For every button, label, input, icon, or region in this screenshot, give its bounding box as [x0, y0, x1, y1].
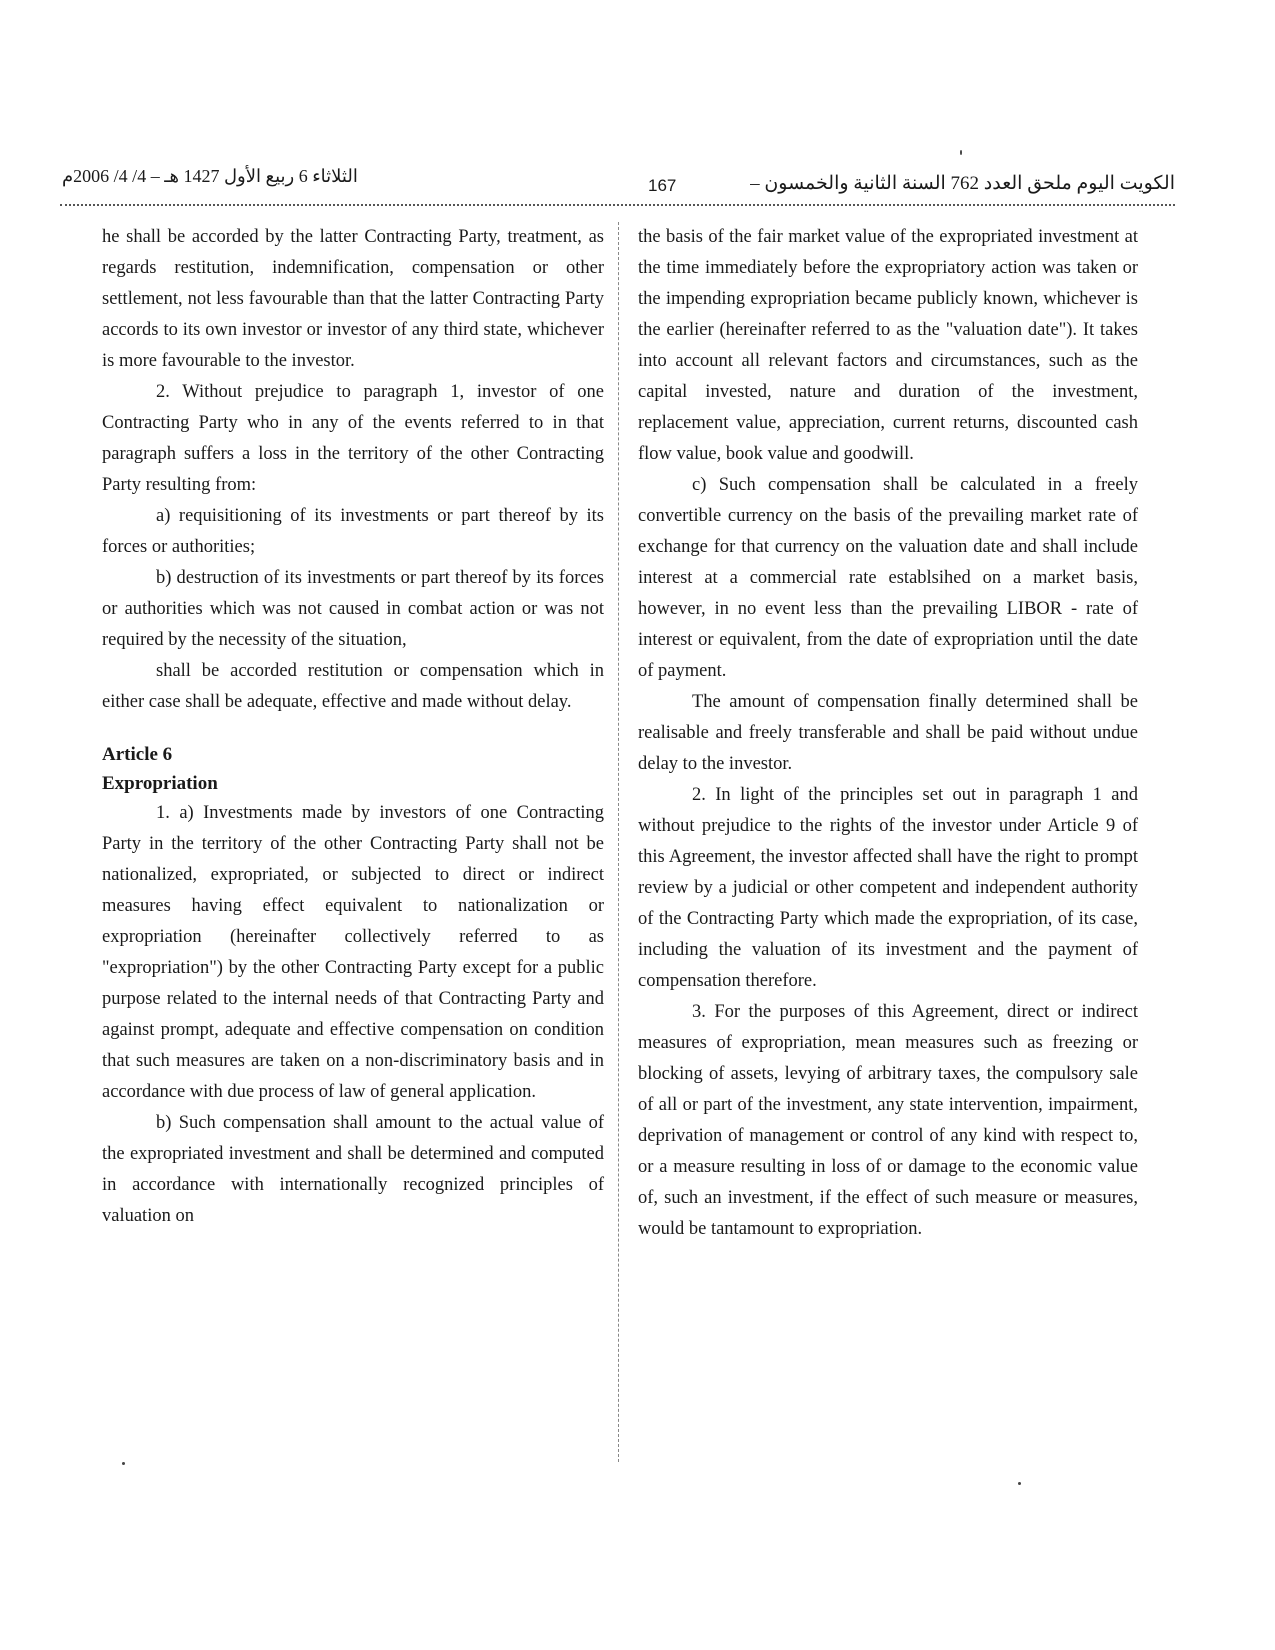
article-subtitle: Expropriation — [102, 773, 218, 794]
paragraph: 2. In light of the principles set out in paragraph 1 and without prejudice to the rights of the investor under Article 9 of this Agreement, the investor affected shall have the right to prompt review by a judicial or other competent and independent authority of the Contracting Party which made the expropriation, of its case, including the valuation of its investment and the payment of compensation therefore. — [638, 785, 1138, 991]
scan-speck — [1018, 1482, 1021, 1485]
page-number: 167 — [648, 176, 677, 195]
paragraph: c) Such compensation shall be calculated in a freely convertible currency on the basis of the prevailing market rate of exchange for that currency on the valuation date and shall include interest at a commercial rate establsihed on a market basis, however, in no event less than the prevailing LIBOR - rate of interest or equivalent, from the date of expropriation until the date of payment. — [638, 475, 1138, 681]
paragraph: shall be accorded restitution or compensation which in either case shall be adequate, effective and made without delay. — [102, 661, 604, 712]
header-publication-title: الكويت اليوم ملحق العدد 762 السنة الثانية والخمسون – — [750, 173, 1175, 194]
column-divider — [618, 222, 619, 1462]
paragraph: b) destruction of its investments or part thereof by its forces or authorities which was not caused in combat action or was not required by the necessity of the situation, — [102, 568, 604, 650]
paragraph: 3. For the purposes of this Agreement, direct or indirect measures of expropriation, mean measures such as freezing or blocking of assets, levying of arbitrary taxes, the compulsory sale of all or part of the investment, any state intervention, impairment, deprivation of management or control of any kind with respect to, or a measure resulting in loss of or damage to the economic value of, such an investment, if the effect of such measure or measures, would be tantamount to expropriation. — [638, 1002, 1138, 1239]
article-heading — [102, 740, 604, 798]
paragraph: 1. a) Investments made by investors of one Contracting Party in the territory of the other Contracting Party shall not be nationalized, expropriated, or subjected to direct or indirect measures having effect equivalent to nationalization or expropriation (hereinafter collectively referred to as "expropriation") by the other Contracting Party except for a public purpose related to the internal needs of that Contracting Party and against prompt, adequate and effective compensation on condition that such measures are taken on a non-discriminatory basis and in accordance with due process of law of general application. — [102, 803, 604, 1102]
scan-speck — [122, 1462, 125, 1465]
scan-speck — [960, 150, 962, 155]
left-column — [102, 222, 604, 1232]
paragraph: The amount of compensation finally determined shall be realisable and freely transferable and shall be paid without undue delay to the investor. — [638, 692, 1138, 774]
paragraph: the basis of the fair market value of the expropriated investment at the time immediately before the expropriatory action was taken or the impending expropriation became publicly known, whichever is the earlier (hereinafter referred to as the "valuation date"). It takes into account all relevant factors and circumstances, such as the capital invested, nature and duration of the investment, replacement value, appreciation, current returns, discounted cash flow value, book value and goodwill. — [638, 227, 1138, 464]
header-date: الثلاثاء 6 ربيع الأول 1427 هـ – 4/ 4/ 2006م — [62, 166, 358, 186]
paragraph: b) Such compensation shall amount to the actual value of the expropriated investment and shall be determined and computed in accordance with internationally recognized principles of valuation on — [102, 1113, 604, 1226]
header-divider — [60, 204, 1175, 206]
right-column — [638, 222, 1138, 1245]
paragraph: a) requisitioning of its investments or part thereof by its forces or authorities; — [102, 506, 604, 557]
article-title: Article 6 — [102, 744, 173, 765]
paragraph: 2. Without prejudice to paragraph 1, investor of one Contracting Party who in any of the events referred to in that paragraph suffers a loss in the territory of the other Contracting Party resulting from: — [102, 382, 604, 495]
paragraph: he shall be accorded by the latter Contracting Party, treatment, as regards restitution, indemnification, compensation or other settlement, not less favourable than that the latter Contracting Party accords to its own investor or investor of any third state, whichever is more favourable to the investor. — [102, 227, 604, 371]
